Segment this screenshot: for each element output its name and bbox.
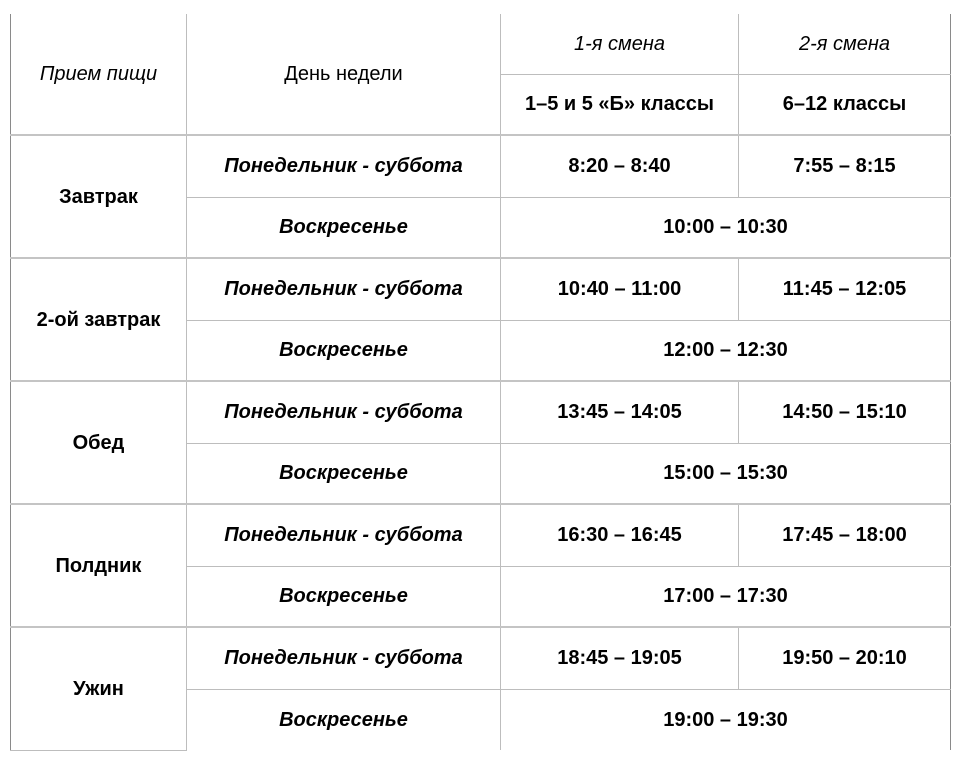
weekday-time-shift-1: 16:30 – 16:45: [501, 504, 739, 566]
weekday-label: Понедельник - суббота: [187, 258, 501, 320]
header-shift-1: 1-я смена: [501, 14, 739, 74]
weekday-time-shift-1: 18:45 – 19:05: [501, 627, 739, 689]
weekday-label: Понедельник - суббота: [187, 504, 501, 566]
header-day: День недели: [187, 14, 501, 135]
meal-name: Ужин: [11, 627, 187, 750]
weekday-time-shift-2: 11:45 – 12:05: [739, 258, 951, 320]
weekday-label: Понедельник - суббота: [187, 135, 501, 197]
header-shift-2: 2-я смена: [739, 14, 951, 74]
weekday-time-shift-2: 19:50 – 20:10: [739, 627, 951, 689]
sunday-label: Воскресенье: [187, 320, 501, 381]
sunday-label: Воскресенье: [187, 689, 501, 750]
table-row: [11, 135, 951, 197]
table-row: [11, 381, 951, 443]
weekday-label: Понедельник - суббота: [187, 627, 501, 689]
table-row: [11, 258, 951, 320]
sunday-label: Воскресенье: [187, 443, 501, 504]
header-shift-2-classes: 6–12 классы: [739, 74, 951, 135]
weekday-time-shift-1: 13:45 – 14:05: [501, 381, 739, 443]
header-meal: Прием пищи: [11, 14, 187, 135]
meal-schedule-table: [10, 14, 951, 751]
weekday-label: Понедельник - суббота: [187, 381, 501, 443]
weekday-time-shift-1: 8:20 – 8:40: [501, 135, 739, 197]
meal-name: 2-ой завтрак: [11, 258, 187, 381]
sunday-time: 17:00 – 17:30: [501, 566, 951, 627]
meal-name: Завтрак: [11, 135, 187, 258]
meal-name: Обед: [11, 381, 187, 504]
weekday-time-shift-2: 14:50 – 15:10: [739, 381, 951, 443]
weekday-time-shift-1: 10:40 – 11:00: [501, 258, 739, 320]
sunday-time: 10:00 – 10:30: [501, 197, 951, 258]
table-row: [11, 504, 951, 566]
header-shift-1-classes: 1–5 и 5 «Б» классы: [501, 74, 739, 135]
table-row: [11, 627, 951, 689]
weekday-time-shift-2: 7:55 – 8:15: [739, 135, 951, 197]
sunday-time: 19:00 – 19:30: [501, 689, 951, 750]
sunday-time: 15:00 – 15:30: [501, 443, 951, 504]
meal-name: Полдник: [11, 504, 187, 627]
sunday-time: 12:00 – 12:30: [501, 320, 951, 381]
sunday-label: Воскресенье: [187, 197, 501, 258]
header-row-1: [11, 14, 951, 74]
sunday-label: Воскресенье: [187, 566, 501, 627]
weekday-time-shift-2: 17:45 – 18:00: [739, 504, 951, 566]
